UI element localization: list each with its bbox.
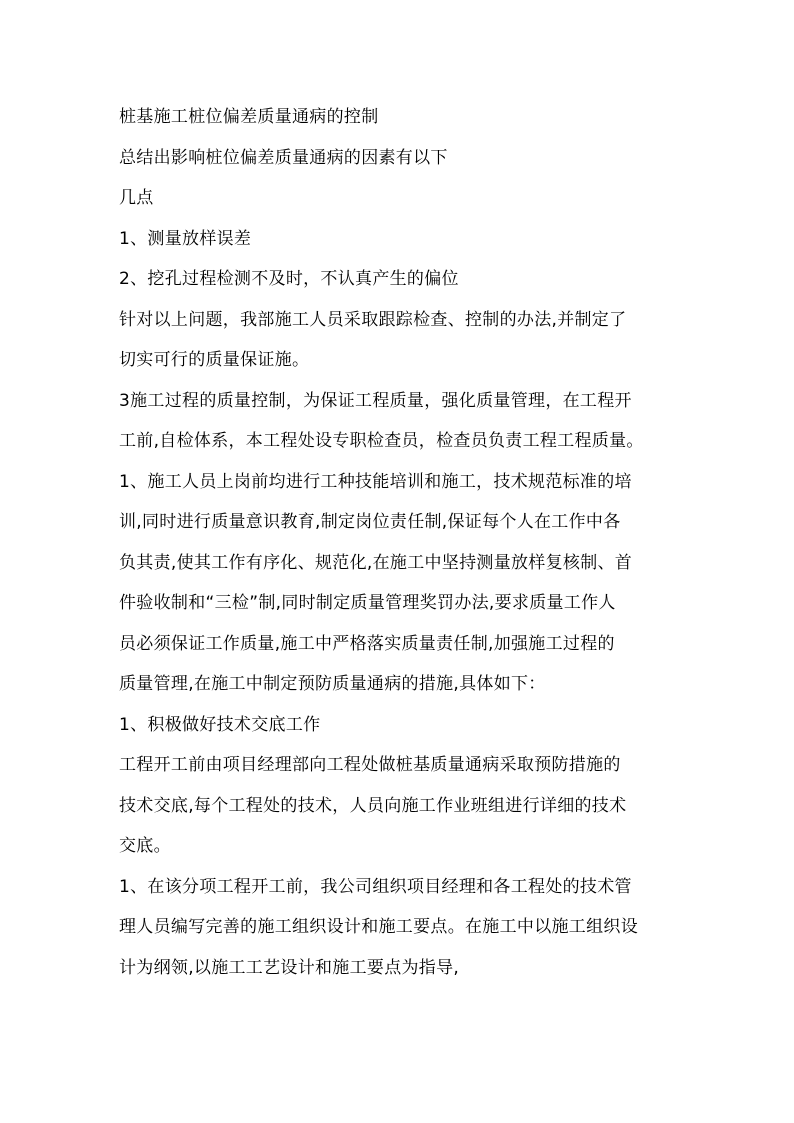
list-item: 1、施工人员上岗前均进行工种技能培训和施工，技术规范标准的培 <box>119 471 632 492</box>
text-line: 工程开工前由项目经理部向工程处做桩基质量通病采取预防措施的 <box>119 755 621 775</box>
text-line: 质量管理,在施工中制定预防质量通病的措施,具体如下： <box>119 674 546 694</box>
document-body <box>119 102 679 993</box>
text-line: 员必须保证工作质量,施工中严格落实质量责任制,加强施工过程的 <box>119 633 615 654</box>
list-item: 2、挖孔过程检测不及时，不认真产生的偏位 <box>119 269 459 289</box>
text-line: 件验收制和“三检”制,同时制定质量管理奖罚办法,要求质量工作人 <box>119 593 616 613</box>
text-line: 工前,自检体系，本工程处设专职检查员，检查员负责工程工程质量。 <box>119 431 644 451</box>
text-line: 负其责,使其工作有序化、规范化,在施工中坚持测量放样复核制、首 <box>119 552 633 573</box>
list-item: 1、测量放样误差 <box>119 228 252 249</box>
text-line: 切实可行的质量保证施。 <box>119 350 310 370</box>
text-line: 总结出影响桩位偏差质量通病的因素有以下 <box>119 147 448 168</box>
text-line: 交底。 <box>119 836 171 856</box>
text-line: 理人员编写完善的施工组织设计和施工要点。在施工中以施工组织设 <box>119 917 638 937</box>
list-item: 1、积极做好技术交底工作 <box>119 714 321 735</box>
list-item: 1、在该分项工程开工前，我公司组织项目经理和各工程处的技术管 <box>119 876 632 897</box>
text-line: 针对以上问题，我部施工人员采取跟踪检查、控制的办法,并制定了 <box>119 309 627 330</box>
text-line: 计为纲领,以施工工艺设计和施工要点为指导, <box>119 957 460 978</box>
text-line: 技术交底,每个工程处的技术，人员向施工作业班组进行详细的技术 <box>119 795 627 816</box>
text-line: 训,同时进行质量意识教育,制定岗位责任制,保证每个人在工作中各 <box>119 512 621 532</box>
section-heading: 3施工过程的质量控制，为保证工程质量，强化质量管理，在工程开 <box>119 390 632 411</box>
text-line: 几点 <box>119 188 154 208</box>
document-title: 桩基施工桩位偏差质量通病的控制 <box>119 107 379 127</box>
